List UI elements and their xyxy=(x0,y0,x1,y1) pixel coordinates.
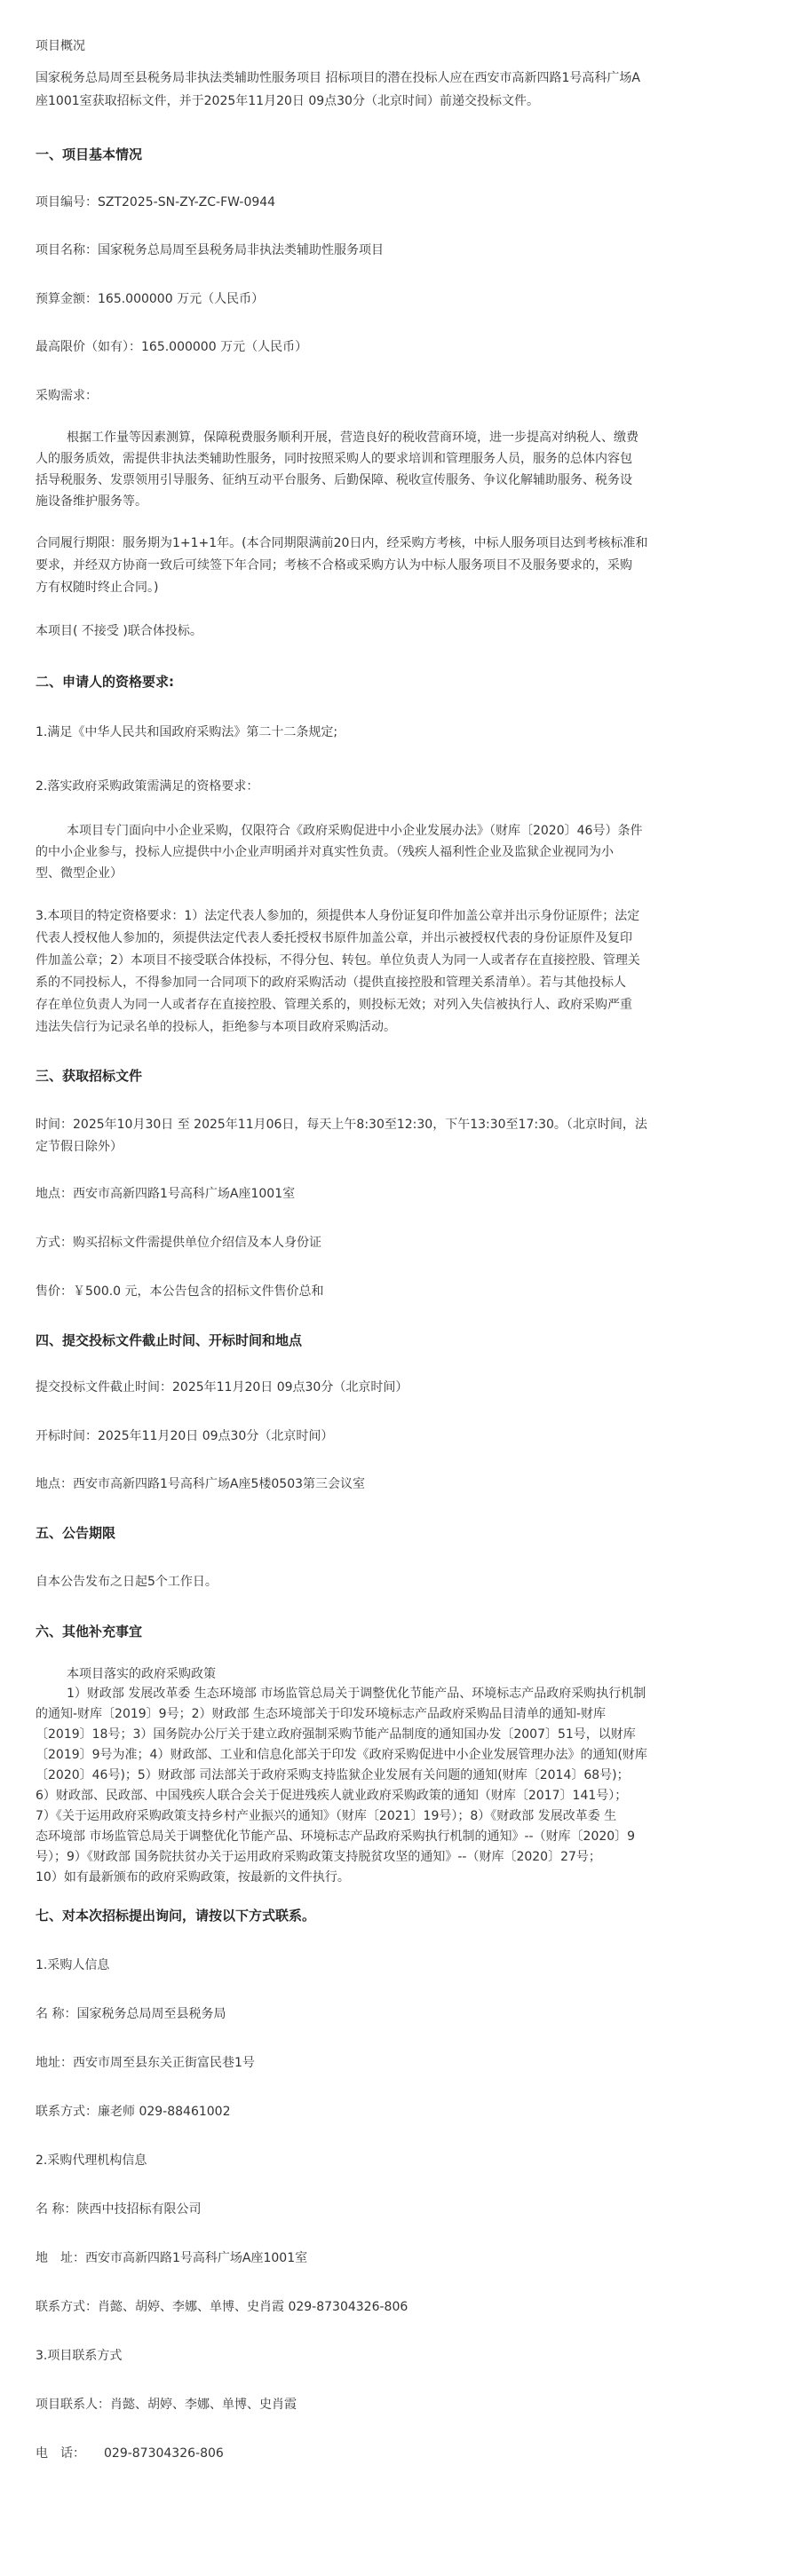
max-price: 最高限价（如有）：165.000000 万元（人民币） xyxy=(36,340,308,354)
supplementary-policy-line: 〔2020〕46号)；5）财政部 司法部关于政府采购支持监狱企业发展有关问题的通知(财库〔2014〕68号)； xyxy=(36,1768,630,1782)
qualification-item-3-line: 代表人授权他人参加的，须提供法定代表人委托授权书原件加盖公章，并出示被授权代表的身份证原件及复印 xyxy=(36,931,632,945)
supplementary-policy-line: 7）《关于运用政府采购政策支持乡村产业振兴的通知》（财库〔2021〕19号）；8）《财政部 发展改革委 生 xyxy=(36,1809,617,1823)
section-heading-deadline: 四、提交投标文件截止时间、开标时间和地点 xyxy=(36,1332,303,1348)
supplementary-policy-line: 态环境部 市场监管总局关于调整优化节能产品、环境标志产品政府采购执行机制的通知》--（财库〔2020〕9 xyxy=(36,1829,636,1844)
agent-info-title: 2.采购代理机构信息 xyxy=(36,2153,147,2168)
section-heading-notice-period: 五、公告期限 xyxy=(36,1525,116,1541)
section-heading-basic-info: 一、项目基本情况 xyxy=(36,146,143,162)
section-heading-qualification: 二、申请人的资格要求: xyxy=(36,674,174,690)
project-number: 项目编号：SZT2025-SN-ZY-ZC-FW-0944 xyxy=(36,195,276,209)
document-method: 方式：购买招标文件需提供单位介绍信及本人身份证 xyxy=(36,1236,321,1250)
section-heading-get-documents: 三、获取招标文件 xyxy=(36,1068,143,1084)
buyer-address: 地址：西安市周至县东关正街富民巷1号 xyxy=(36,2056,255,2070)
agent-contact: 联系方式：肖懿、胡婷、李娜、单博、史肖霞 029-87304326-806 xyxy=(36,2300,408,2314)
agent-name: 名 称：陕西中技招标有限公司 xyxy=(36,2202,202,2216)
project-contact-title: 3.项目联系方式 xyxy=(36,2349,123,2363)
supplementary-policy-line: 10）如有最新颁布的政府采购政策，按最新的文件执行。 xyxy=(36,1870,350,1885)
bid-opening-place: 地点：西安市高新四路1号高科广场A座5楼0503第三会议室 xyxy=(36,1477,366,1491)
contract-term-line: 方有权随时终止合同。) xyxy=(36,581,159,595)
qualification-item-3-line: 系的不同投标人，不得参加同一合同项下的政府采购活动（提供直接控股和管理关系清单）。若与其他投标人 xyxy=(36,976,626,990)
supplementary-policy-line: 〔2019〕9号为准；4）财政部、工业和信息化部关于印发《政府采购促进中小企业发展管理办法》的通知(财库 xyxy=(36,1748,647,1762)
submission-deadline: 提交投标文件截止时间：2025年11月20日 09点30分（北京时间） xyxy=(36,1380,408,1395)
contract-term-line: 合同履行期限：服务期为1+1+1年。(本合同期限满前20日内，经采购方考核，中标人服务项目达到考核标准和 xyxy=(36,536,648,550)
qualification-item-3-line: 3.本项目的特定资格要求：1）法定代表人参加的，须提供本人身份证复印件加盖公章并出示身份证原件；法定 xyxy=(36,909,640,923)
demand-label: 采购需求： xyxy=(36,389,98,403)
overview-text-line: 国家税务总局周至县税务局非执法类辅助性服务项目 招标项目的潜在投标人应在西安市高新四路1号高科广场A xyxy=(36,71,640,85)
policy-text-line: 的中小企业参与，投标人应提供中小企业声明函并对真实性负责。（残疾人福利性企业及监狱企业视同为小 xyxy=(36,845,614,859)
project-name: 项目名称：国家税务总局周至县税务局非执法类辅助性服务项目 xyxy=(36,243,384,257)
supplementary-policy-line: 6）财政部、民政部、中国残疾人联合会关于促进残疾人就业政府采购政策的通知（财库〔2017〕141号）； xyxy=(36,1789,628,1803)
supplementary-intro: 本项目落实的政府采购政策 xyxy=(67,1667,216,1681)
consortium-note: 本项目( 不接受 )联合体投标。 xyxy=(36,624,202,638)
document-price: 售价：￥500.0 元，本公告包含的招标文件售价总和 xyxy=(36,1284,324,1299)
buyer-contact: 联系方式：廉老师 029-88461002 xyxy=(36,2105,231,2119)
demand-text-line: 施设备维护服务等。 xyxy=(36,494,147,509)
document-place: 地点：西安市高新四路1号高科广场A座1001室 xyxy=(36,1187,296,1201)
demand-text-line: 人的服务质效，需提供非执法类辅助性服务，同时按照采购人的要求培训和管理服务人员，服务的总体内容包 xyxy=(36,452,632,466)
overview-label: 项目概况 xyxy=(36,39,85,53)
qualification-item-1: 1.满足《中华人民共和国政府采购法》第二十二条规定; xyxy=(36,725,338,739)
qualification-item-2: 2.落实政府采购政策需满足的资格要求： xyxy=(36,779,259,794)
qualification-item-3-line: 违法失信行为记录名单的投标人，拒绝参与本项目政府采购活动。 xyxy=(36,1020,396,1034)
bid-opening-time: 开标时间：2025年11月20日 09点30分（北京时间） xyxy=(36,1429,334,1443)
section-heading-supplementary: 六、其他补充事宜 xyxy=(36,1624,143,1640)
policy-text-line: 本项目专门面向中小企业采购，仅限符合《政府采购促进中小企业发展办法》（财库〔2020〕46号）条件 xyxy=(67,824,643,838)
supplementary-policy-line: 〔2019〕18号；3）国务院办公厅关于建立政府强制采购节能产品制度的通知国办发〔2007〕51号，以财库 xyxy=(36,1727,636,1742)
project-contact-phone: 电 话： 029-87304326-806 xyxy=(36,2446,224,2461)
qualification-item-3-line: 存在单位负责人为同一人或者存在直接控股、管理关系的，则投标无效；对列入失信被执行人、政府采购严重 xyxy=(36,998,632,1012)
supplementary-policy-line: 的通知-财库〔2019〕9号；2）财政部 生态环境部关于印发环境标志产品政府采购品目清单的通知-财库 xyxy=(36,1707,606,1721)
overview-text-line: 座1001室获取招标文件，并于2025年11月20日 09点30分（北京时间）前递交投标文件。 xyxy=(36,94,539,108)
buyer-name: 名 称：国家税务总局周至县税务局 xyxy=(36,2007,226,2021)
notice-period-text: 自本公告发布之日起5个工作日。 xyxy=(36,1575,218,1589)
demand-text-line: 根据工作量等因素测算，保障税费服务顺利开展，营造良好的税收营商环境，进一步提高对纳税人、缴费 xyxy=(67,431,638,445)
buyer-info-title: 1.采购人信息 xyxy=(36,1958,110,1972)
qualification-item-3-line: 件加盖公章；2）本项目不接受联合体投标，不得分包、转包。单位负责人为同一人或者存在直接控股、管理关 xyxy=(36,953,640,968)
project-contact-people: 项目联系人：肖懿、胡婷、李娜、单博、史肖霞 xyxy=(36,2398,297,2412)
document-time-line: 时间：2025年10月30日 至 2025年11月06日，每天上午8:30至12:30，下午13:30至17:30。（北京时间，法 xyxy=(36,1118,647,1132)
policy-text-line: 型、微型企业） xyxy=(36,866,123,881)
demand-text-line: 括导税服务、发票领用引导服务、征纳互动平台服务、后勤保障、税收宣传服务、争议化解辅助服务、税务设 xyxy=(36,473,632,487)
contract-term-line: 要求，并经双方协商一致后可续签下年合同；考核不合格或采购方认为中标人服务项目不及服务要求的，采购 xyxy=(36,558,632,573)
budget-amount: 预算金额：165.000000 万元（人民币） xyxy=(36,292,265,306)
supplementary-policy-line: 号）；9）《财政部 国务院扶贫办关于运用政府采购政策支持脱贫攻坚的通知》--（财库〔2020〕27号； xyxy=(36,1850,601,1864)
supplementary-policy-line: 1）财政部 发展改革委 生态环境部 市场监管总局关于调整优化节能产品、环境标志产品政府采购执行机制 xyxy=(67,1687,646,1701)
document-time-line: 定节假日除外） xyxy=(36,1140,123,1154)
agent-address: 地 址：西安市高新四路1号高科广场A座1001室 xyxy=(36,2251,308,2265)
section-heading-contact: 七、对本次招标提出询问，请按以下方式联系。 xyxy=(36,1908,316,1924)
